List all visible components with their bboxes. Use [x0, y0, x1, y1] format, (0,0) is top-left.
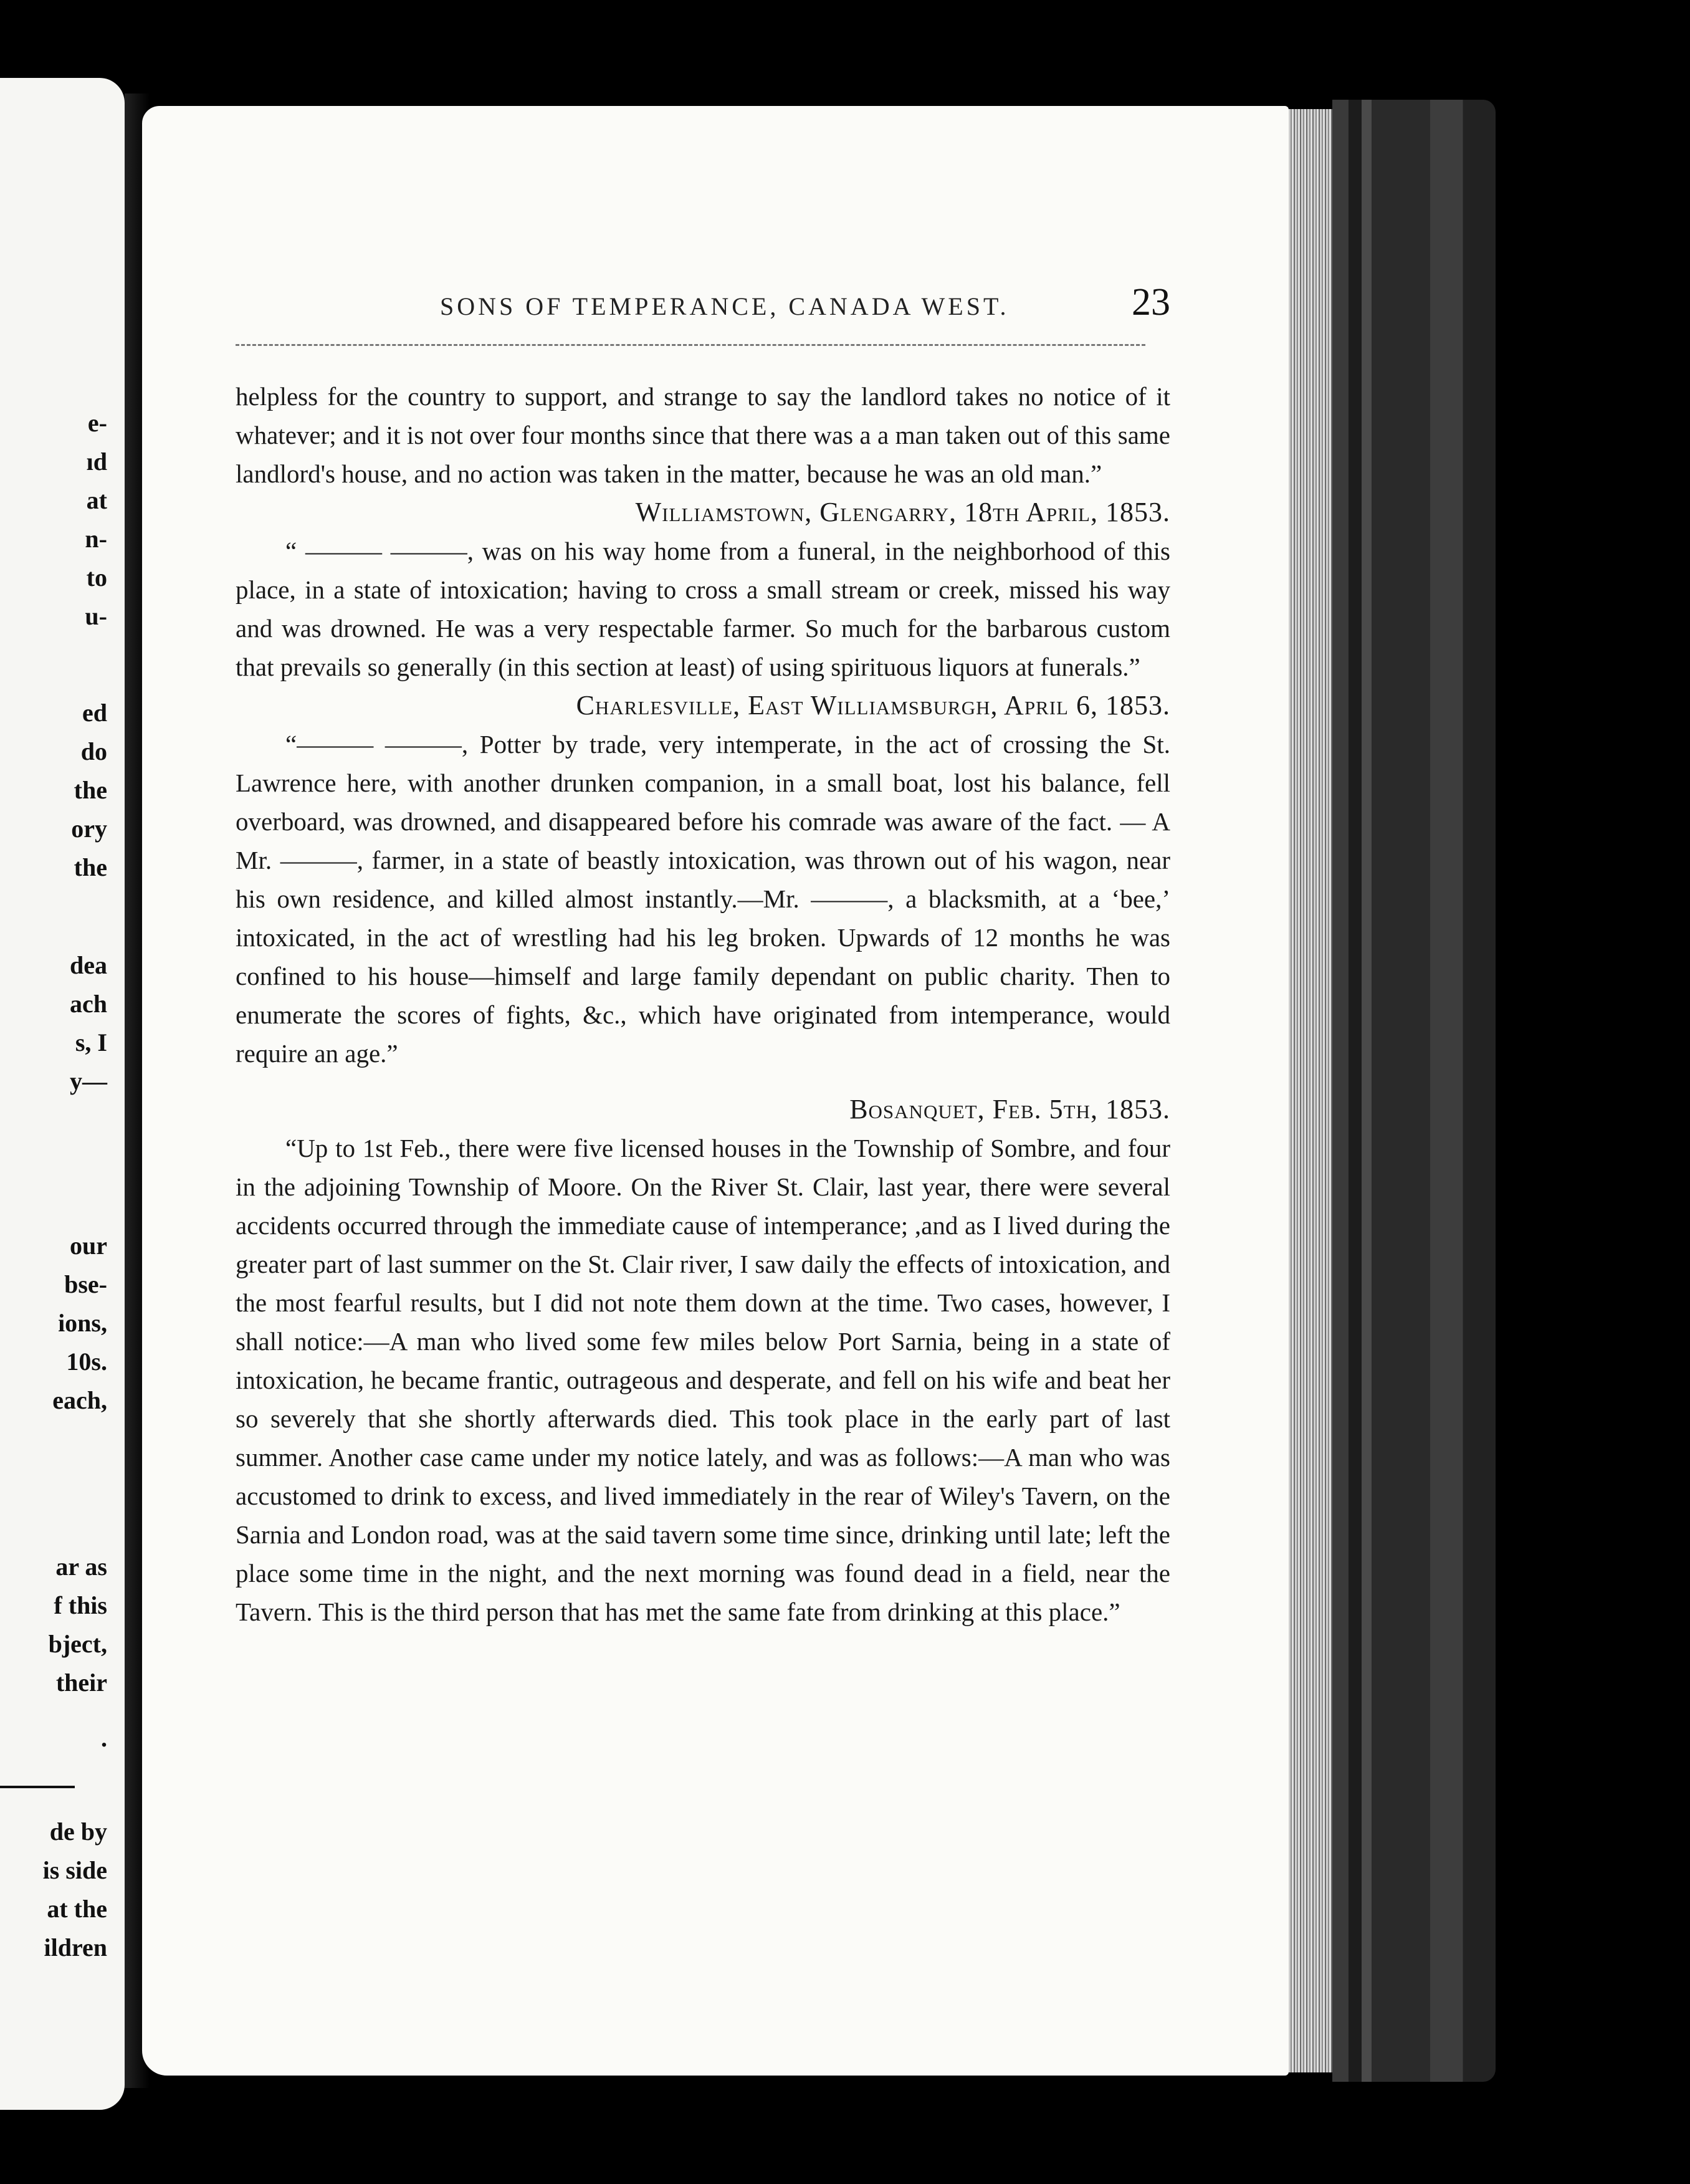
facing-page-line: bject,	[48, 1630, 107, 1658]
facing-page-line: their	[55, 1669, 107, 1697]
facing-page-line: dea	[70, 951, 107, 979]
facing-page-line: our	[70, 1232, 107, 1260]
dateline: Charlesville, East Williamsburgh, April 6, 1853.	[576, 690, 1170, 721]
facing-page-line: ar as	[55, 1553, 107, 1581]
dateline: Williamstown, Glengarry, 18th April, 1853.	[635, 497, 1170, 527]
facing-page-line: each,	[52, 1386, 107, 1414]
paragraph: “Up to 1st Feb., there were five licensed houses in the Township of Sombre, and four in the adjoining Township of Moore. On the River St. Clair, last year, there were several accidents occurred through the immediate cause of intemperance; ,and as I lived during the greater part of last summer on the St. Clair river, I saw daily the effects of intoxication, and the most fearful results, but I did not note them down at the time. Two cases, however, I shall notice:—A man who lived some few miles below Port Sarnia, being in a state of intoxication, he became frantic, outrageous and desperate, and fell on his wife and beat her so severely that she shortly afterwards died. This took place in the early part of last summer. Another case came under my notice lately, and was as follows:—A man who was accustomed to drink to excess, and lived immediately in the rear of Wiley's Tavern, on the Sarnia and London road, was at the said tavern some time since, drinking until late; left the place some time in the night, and the next morning was found dead in a field, near the Tavern. This is the third person that has met the same fate from drinking at this place.”	[236, 1134, 1170, 1626]
facing-page-line: bse-	[64, 1270, 107, 1298]
paragraph: helpless for the country to support, and strange to say the landlord takes no notice of it whatever; and it is not over four months since that there was a a man taken out of this same landlord's house, and no action was taken in the matter, because he was an old man.”	[236, 382, 1170, 488]
page-body	[236, 377, 1170, 1631]
facing-page-line: the	[74, 776, 107, 804]
facing-page-line: .	[101, 1724, 107, 1752]
facing-page-line: at the	[47, 1895, 107, 1923]
facing-page-line: u-	[85, 602, 107, 630]
facing-page-line: s, I	[75, 1028, 107, 1056]
facing-page-line: de by	[49, 1818, 107, 1846]
facing-page-line: to	[86, 563, 107, 592]
facing-page-line: is side	[42, 1856, 107, 1884]
page-number: 23	[1132, 281, 1170, 323]
facing-page-line: 10s.	[66, 1348, 107, 1376]
facing-page-line: n-	[85, 525, 107, 553]
book-page	[142, 106, 1289, 2076]
facing-page-line: ions,	[58, 1309, 107, 1337]
paragraph: “——— ———, Potter by trade, very intemperate, in the act of crossing the St. Lawrence here, with another drunken companion, in a small boat, lost his balance, fell overboard, was drowned, and disappeared before his comrade was aware of the fact. — A Mr. ———, farmer, in a state of beastly intoxication, was thrown out of his wagon, near his own residence, and killed almost instantly.—Mr. ———, a blacksmith, at a ‘bee,’ intoxicated, in the act of wrestling had his leg broken. Upwards of 12 months he was confined to his house—himself and large family dependant on public charity. Then to enumerate the scores of fights, &c., which have originated from intemperance, would require an age.”	[236, 730, 1170, 1068]
facing-page-line: at	[86, 486, 107, 514]
facing-page-fragment	[0, 78, 125, 2110]
facing-page-line: ed	[82, 699, 107, 727]
facing-page-line: ach	[70, 990, 107, 1018]
page-header	[236, 280, 1170, 330]
facing-page-line: f this	[54, 1591, 107, 1619]
paragraph: “ ——— ———, was on his way home from a funeral, in the neighborhood of this place, in a state of intoxication; having to cross a small stream or creek, missed his way and was drowned. He was a very respectable farmer. So much for the barbarous custom that prevails so generally (in this section at least) of using spirituous liquors at funerals.”	[236, 537, 1170, 681]
facing-page-line: ory	[71, 815, 107, 843]
page-edges	[1289, 109, 1332, 2072]
facing-page-line: y—	[70, 1067, 107, 1095]
book-cover-edge	[1332, 100, 1496, 2082]
facing-page-rule	[0, 1786, 75, 1788]
facing-page-line: the	[74, 853, 107, 881]
facing-page-line: ildren	[44, 1933, 107, 1961]
header-rule	[236, 344, 1145, 346]
dateline: Bosanquet, Feb. 5th, 1853.	[849, 1094, 1170, 1124]
facing-page-line: do	[80, 737, 107, 765]
facing-page-line: ıd	[86, 448, 107, 476]
running-head: SONS OF TEMPERANCE, CANADA WEST.	[440, 292, 1010, 320]
facing-page-line: e-	[87, 409, 107, 437]
